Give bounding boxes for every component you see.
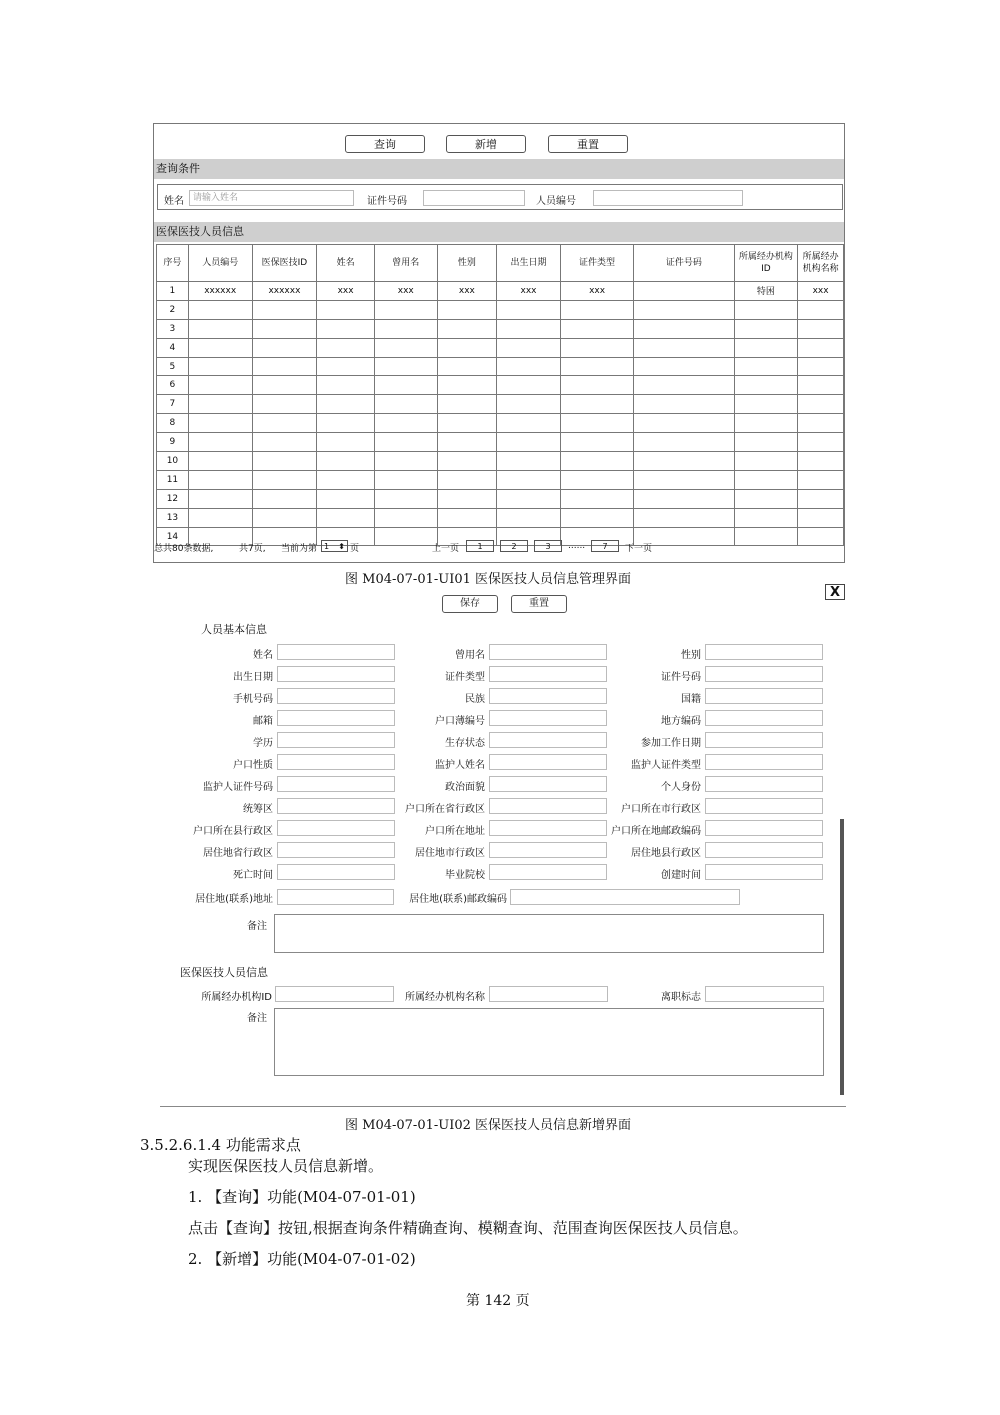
name-input[interactable]: 请输入姓名 bbox=[189, 190, 354, 206]
page-button-2[interactable]: 2 bbox=[500, 540, 528, 552]
name-label: 姓名 bbox=[164, 196, 184, 207]
table-cell: xxx bbox=[374, 282, 437, 301]
table-cell: 4 bbox=[157, 338, 189, 357]
table-cell bbox=[437, 300, 497, 319]
table-cell bbox=[188, 508, 252, 527]
field-label: 出生日期 bbox=[233, 672, 273, 683]
table-cell bbox=[560, 395, 634, 414]
table-cell bbox=[437, 319, 497, 338]
table-row[interactable] bbox=[157, 433, 844, 452]
table-cell bbox=[317, 338, 375, 357]
table-cell bbox=[317, 300, 375, 319]
table-row[interactable] bbox=[157, 470, 844, 489]
field-label: 学历 bbox=[253, 738, 273, 749]
table-cell: 1 bbox=[157, 282, 189, 301]
pager-current-suffix: 页 bbox=[350, 544, 360, 554]
table-cell bbox=[437, 470, 497, 489]
table-cell bbox=[374, 508, 437, 527]
table-cell bbox=[188, 338, 252, 357]
field-label: 户口所在地邮政编码 bbox=[611, 826, 701, 837]
table-cell: 6 bbox=[157, 376, 189, 395]
table-cell bbox=[497, 319, 561, 338]
table-cell: 14 bbox=[157, 527, 189, 546]
table-cell bbox=[317, 414, 375, 433]
dialog-bottom-ruler bbox=[160, 1106, 846, 1107]
table-cell bbox=[634, 489, 734, 508]
field-label: 统筹区 bbox=[243, 804, 273, 815]
column-header: 医保医技ID bbox=[252, 245, 317, 282]
table-cell bbox=[317, 452, 375, 471]
table-cell bbox=[374, 433, 437, 452]
table-cell bbox=[317, 395, 375, 414]
table-cell bbox=[734, 433, 798, 452]
postcode-label: 居住地(联系)邮政编码 bbox=[409, 894, 507, 905]
reset-button[interactable]: 重置 bbox=[548, 135, 628, 153]
staff-remark-textarea[interactable] bbox=[274, 1008, 824, 1076]
table-cell bbox=[798, 300, 844, 319]
table-cell bbox=[437, 376, 497, 395]
save-button[interactable]: 保存 bbox=[442, 595, 498, 613]
table-cell bbox=[188, 452, 252, 471]
table-cell bbox=[734, 300, 798, 319]
field-label: 户口薄编号 bbox=[435, 716, 485, 727]
table-cell bbox=[560, 452, 634, 471]
table-cell bbox=[437, 433, 497, 452]
field-label: 参加工作日期 bbox=[641, 738, 701, 749]
table-cell: 10 bbox=[157, 452, 189, 471]
column-header: 出生日期 bbox=[497, 245, 561, 282]
table-cell bbox=[634, 282, 734, 301]
resigned-flag-label: 离职标志 bbox=[661, 992, 701, 1003]
column-header: 人员编号 bbox=[188, 245, 252, 282]
table-cell bbox=[252, 470, 317, 489]
intro-text: 实现医保医技人员信息新增。 bbox=[188, 1157, 384, 1175]
table-cell bbox=[634, 508, 734, 527]
prev-page-link[interactable]: 上一页 bbox=[432, 544, 460, 554]
table-cell bbox=[437, 338, 497, 357]
table-cell bbox=[317, 470, 375, 489]
table-row[interactable] bbox=[157, 395, 844, 414]
table-cell bbox=[497, 433, 561, 452]
column-header: 证件类型 bbox=[560, 245, 634, 282]
table-cell bbox=[317, 433, 375, 452]
table-cell: 7 bbox=[157, 395, 189, 414]
section-heading: 3.5.2.6.1.4 功能需求点 bbox=[140, 1136, 301, 1154]
table-cell bbox=[634, 433, 734, 452]
field-label: 户口所在地址 bbox=[425, 826, 485, 837]
table-cell bbox=[560, 376, 634, 395]
table-cell bbox=[560, 357, 634, 376]
field-label: 户口所在省行政区 bbox=[405, 804, 485, 815]
scrollbar[interactable] bbox=[840, 819, 844, 1095]
table-row[interactable] bbox=[157, 357, 844, 376]
table-cell bbox=[497, 395, 561, 414]
table-cell bbox=[734, 489, 798, 508]
agency-id-label: 所属经办机构ID bbox=[201, 992, 272, 1003]
table-cell bbox=[374, 338, 437, 357]
column-header: 姓名 bbox=[317, 245, 375, 282]
field-label: 监护人证件号码 bbox=[203, 782, 273, 793]
table-cell bbox=[734, 376, 798, 395]
table-cell bbox=[497, 376, 561, 395]
column-header: 曾用名 bbox=[374, 245, 437, 282]
table-cell bbox=[798, 357, 844, 376]
table-cell bbox=[188, 395, 252, 414]
table-cell: xxx bbox=[437, 282, 497, 301]
select-arrows-icon: ⬍ bbox=[338, 542, 345, 551]
column-header: 所属经办机构名称 bbox=[798, 245, 844, 282]
table-cell: 5 bbox=[157, 357, 189, 376]
table-cell bbox=[437, 489, 497, 508]
table-cell bbox=[497, 452, 561, 471]
table-cell bbox=[734, 414, 798, 433]
table-cell bbox=[798, 414, 844, 433]
table-cell bbox=[437, 357, 497, 376]
table-cell bbox=[188, 300, 252, 319]
table-cell bbox=[634, 452, 734, 471]
field-input[interactable] bbox=[705, 688, 823, 704]
table-cell bbox=[317, 508, 375, 527]
field-input[interactable] bbox=[705, 842, 823, 858]
table-cell bbox=[560, 300, 634, 319]
table-row[interactable] bbox=[157, 489, 844, 508]
ui02-caption: 图 M04-07-01-UI02 医保医技人员信息新增界面 bbox=[345, 1118, 632, 1133]
table-cell bbox=[188, 470, 252, 489]
staff-number-input[interactable] bbox=[593, 190, 743, 206]
table-cell bbox=[437, 414, 497, 433]
field-label: 创建时间 bbox=[661, 870, 701, 881]
table-cell bbox=[252, 489, 317, 508]
basic-info-title: 人员基本信息 bbox=[201, 623, 267, 636]
column-header: 性别 bbox=[437, 245, 497, 282]
agency-id-input[interactable] bbox=[275, 986, 394, 1002]
field-label: 户口性质 bbox=[233, 760, 273, 771]
remark-textarea[interactable] bbox=[274, 914, 824, 953]
table-row[interactable] bbox=[157, 319, 844, 338]
field-input[interactable] bbox=[705, 798, 823, 814]
table-cell bbox=[798, 452, 844, 471]
pager-ellipsis: ...... bbox=[568, 541, 586, 551]
table-cell bbox=[252, 357, 317, 376]
table-cell bbox=[634, 338, 734, 357]
query-conditions bbox=[157, 184, 843, 210]
field-label: 户口所在市行政区 bbox=[621, 804, 701, 815]
table-cell bbox=[374, 300, 437, 319]
field-label: 监护人证件类型 bbox=[631, 760, 701, 771]
table-cell bbox=[252, 452, 317, 471]
item-add-heading: 2. 【新增】功能(M04-07-01-02) bbox=[188, 1250, 416, 1268]
staff-table bbox=[156, 244, 844, 546]
field-label: 邮箱 bbox=[253, 716, 273, 727]
table-cell bbox=[560, 489, 634, 508]
field-label: 居住地市行政区 bbox=[415, 848, 485, 859]
table-cell bbox=[634, 319, 734, 338]
table-cell: 9 bbox=[157, 433, 189, 452]
table-cell bbox=[317, 376, 375, 395]
table-cell: 13 bbox=[157, 508, 189, 527]
table-cell bbox=[798, 433, 844, 452]
table-row[interactable] bbox=[157, 338, 844, 357]
table-cell bbox=[252, 376, 317, 395]
table-cell: xxx bbox=[798, 282, 844, 301]
resigned-flag-input[interactable] bbox=[705, 986, 824, 1002]
table-cell bbox=[374, 319, 437, 338]
table-cell bbox=[188, 489, 252, 508]
table-cell: xxx bbox=[497, 282, 561, 301]
table-cell bbox=[734, 508, 798, 527]
id-number-label: 证件号码 bbox=[367, 196, 407, 207]
field-input[interactable] bbox=[705, 732, 823, 748]
table-cell bbox=[798, 395, 844, 414]
table-cell bbox=[497, 338, 561, 357]
table-cell bbox=[437, 508, 497, 527]
table-cell: xxxxxx bbox=[188, 282, 252, 301]
page-button-last[interactable]: 7 bbox=[591, 540, 619, 552]
table-cell bbox=[497, 414, 561, 433]
address-input[interactable] bbox=[277, 889, 394, 905]
table-cell: 8 bbox=[157, 414, 189, 433]
table-cell bbox=[437, 395, 497, 414]
table-cell bbox=[188, 414, 252, 433]
field-label: 监护人姓名 bbox=[435, 760, 485, 771]
table-cell bbox=[798, 338, 844, 357]
item-query-heading: 1. 【查询】功能(M04-07-01-01) bbox=[188, 1188, 416, 1206]
field-label: 证件号码 bbox=[661, 672, 701, 683]
ui01-caption: 图 M04-07-01-UI01 医保医技人员信息管理界面 bbox=[345, 572, 632, 587]
staff-remark-label: 备注 bbox=[247, 1013, 267, 1024]
field-label: 户口所在县行政区 bbox=[193, 826, 273, 837]
table-cell bbox=[374, 376, 437, 395]
table-cell bbox=[798, 489, 844, 508]
table-cell bbox=[734, 338, 798, 357]
field-label: 民族 bbox=[465, 694, 485, 705]
table-cell bbox=[798, 508, 844, 527]
pager-current-prefix: 当前为第 bbox=[281, 544, 318, 554]
pager-summary: 总共80条数据, bbox=[154, 544, 214, 554]
table-row[interactable] bbox=[157, 376, 844, 395]
table-cell bbox=[252, 300, 317, 319]
table-section-title: 医保医技人员信息 bbox=[154, 222, 844, 242]
close-icon[interactable]: X bbox=[825, 584, 845, 600]
query-button[interactable]: 查询 bbox=[345, 135, 425, 153]
table-cell: 2 bbox=[157, 300, 189, 319]
field-input[interactable] bbox=[705, 644, 823, 660]
field-label: 性别 bbox=[681, 650, 701, 661]
table-cell bbox=[497, 508, 561, 527]
table-cell: xxx bbox=[560, 282, 634, 301]
table-cell bbox=[252, 414, 317, 433]
staff-add-dialog bbox=[157, 587, 847, 1099]
staff-info-title: 医保医技人员信息 bbox=[180, 966, 268, 979]
table-cell bbox=[317, 489, 375, 508]
table-cell bbox=[437, 452, 497, 471]
id-number-input[interactable] bbox=[423, 190, 525, 206]
table-cell bbox=[634, 414, 734, 433]
table-cell bbox=[798, 376, 844, 395]
table-cell: 11 bbox=[157, 470, 189, 489]
table-row[interactable] bbox=[157, 414, 844, 433]
item-query-desc: 点击【查询】按钮,根据查询条件精确查询、模糊查询、范围查询医保医技人员信息。 bbox=[188, 1219, 748, 1237]
add-button[interactable]: 新增 bbox=[446, 135, 526, 153]
table-cell bbox=[734, 357, 798, 376]
field-label: 手机号码 bbox=[233, 694, 273, 705]
table-cell: xxxxxx bbox=[252, 282, 317, 301]
page-button-1[interactable]: 1 bbox=[466, 540, 494, 552]
table-cell bbox=[634, 300, 734, 319]
field-input[interactable] bbox=[705, 666, 823, 682]
column-header: 序号 bbox=[157, 245, 189, 282]
table-cell bbox=[252, 508, 317, 527]
table-cell bbox=[560, 338, 634, 357]
table-cell bbox=[497, 489, 561, 508]
field-label: 证件类型 bbox=[445, 672, 485, 683]
table-cell bbox=[317, 357, 375, 376]
field-label: 姓名 bbox=[253, 650, 273, 661]
table-cell bbox=[497, 470, 561, 489]
table-cell bbox=[634, 395, 734, 414]
table-cell bbox=[560, 414, 634, 433]
table-row[interactable] bbox=[157, 508, 844, 527]
field-label: 个人身份 bbox=[661, 782, 701, 793]
field-label: 政治面貌 bbox=[445, 782, 485, 793]
next-page-link[interactable]: 下一页 bbox=[625, 544, 653, 554]
table-row[interactable] bbox=[157, 452, 844, 471]
table-cell bbox=[374, 357, 437, 376]
table-cell bbox=[188, 376, 252, 395]
table-cell bbox=[734, 470, 798, 489]
table-cell bbox=[374, 452, 437, 471]
page-select-value: 1 bbox=[324, 542, 330, 551]
pagination bbox=[154, 538, 844, 556]
column-header: 所属经办机构ID bbox=[734, 245, 798, 282]
agency-name-label: 所属经办机构名称 bbox=[405, 992, 485, 1003]
table-cell: 特困 bbox=[734, 282, 798, 301]
table-row[interactable] bbox=[157, 300, 844, 319]
form-reset-button[interactable]: 重置 bbox=[511, 595, 567, 613]
table-cell bbox=[560, 433, 634, 452]
address-label: 居住地(联系)地址 bbox=[195, 894, 273, 905]
field-label: 国籍 bbox=[681, 694, 701, 705]
table-cell bbox=[252, 433, 317, 452]
table-cell bbox=[560, 319, 634, 338]
table-cell bbox=[634, 357, 734, 376]
agency-name-input[interactable] bbox=[489, 986, 608, 1002]
query-section-title: 查询条件 bbox=[154, 159, 844, 179]
field-input[interactable] bbox=[705, 864, 823, 880]
staff-management-screen bbox=[153, 123, 845, 563]
table-cell bbox=[497, 300, 561, 319]
table-cell bbox=[734, 319, 798, 338]
table-cell bbox=[374, 470, 437, 489]
field-label: 地方编码 bbox=[661, 716, 701, 727]
table-cell bbox=[560, 470, 634, 489]
table-row[interactable] bbox=[157, 282, 844, 301]
pager-total-pages: 共7页, bbox=[239, 544, 266, 554]
table-cell bbox=[734, 395, 798, 414]
table-cell bbox=[188, 357, 252, 376]
table-cell bbox=[734, 452, 798, 471]
table-cell: 12 bbox=[157, 489, 189, 508]
table-cell bbox=[188, 433, 252, 452]
field-input[interactable] bbox=[705, 710, 823, 726]
table-cell bbox=[252, 338, 317, 357]
page-number: 第 142 页 bbox=[466, 1293, 530, 1309]
table-cell bbox=[252, 395, 317, 414]
field-label: 居住地县行政区 bbox=[631, 848, 701, 859]
table-cell bbox=[374, 489, 437, 508]
field-label: 生存状态 bbox=[445, 738, 485, 749]
page-select[interactable] bbox=[321, 540, 348, 552]
field-label: 毕业院校 bbox=[445, 870, 485, 881]
table-cell bbox=[634, 376, 734, 395]
table-cell bbox=[252, 319, 317, 338]
table-cell bbox=[634, 470, 734, 489]
table-cell bbox=[374, 395, 437, 414]
postcode-input[interactable] bbox=[510, 889, 740, 905]
field-input[interactable] bbox=[705, 820, 823, 836]
table-cell bbox=[798, 319, 844, 338]
field-input[interactable] bbox=[705, 776, 823, 792]
table-cell bbox=[374, 414, 437, 433]
table-cell bbox=[798, 470, 844, 489]
remark-label: 备注 bbox=[247, 921, 267, 932]
field-label: 居住地省行政区 bbox=[203, 848, 273, 859]
table-cell bbox=[497, 357, 561, 376]
field-input[interactable] bbox=[705, 754, 823, 770]
staff-number-label: 人员编号 bbox=[536, 196, 576, 207]
table-cell bbox=[560, 508, 634, 527]
table-cell: xxx bbox=[317, 282, 375, 301]
field-label: 死亡时间 bbox=[233, 870, 273, 881]
column-header: 证件号码 bbox=[634, 245, 734, 282]
table-cell bbox=[317, 319, 375, 338]
table-cell bbox=[188, 319, 252, 338]
field-label: 曾用名 bbox=[455, 650, 485, 661]
page-button-3[interactable]: 3 bbox=[534, 540, 562, 552]
table-cell: 3 bbox=[157, 319, 189, 338]
